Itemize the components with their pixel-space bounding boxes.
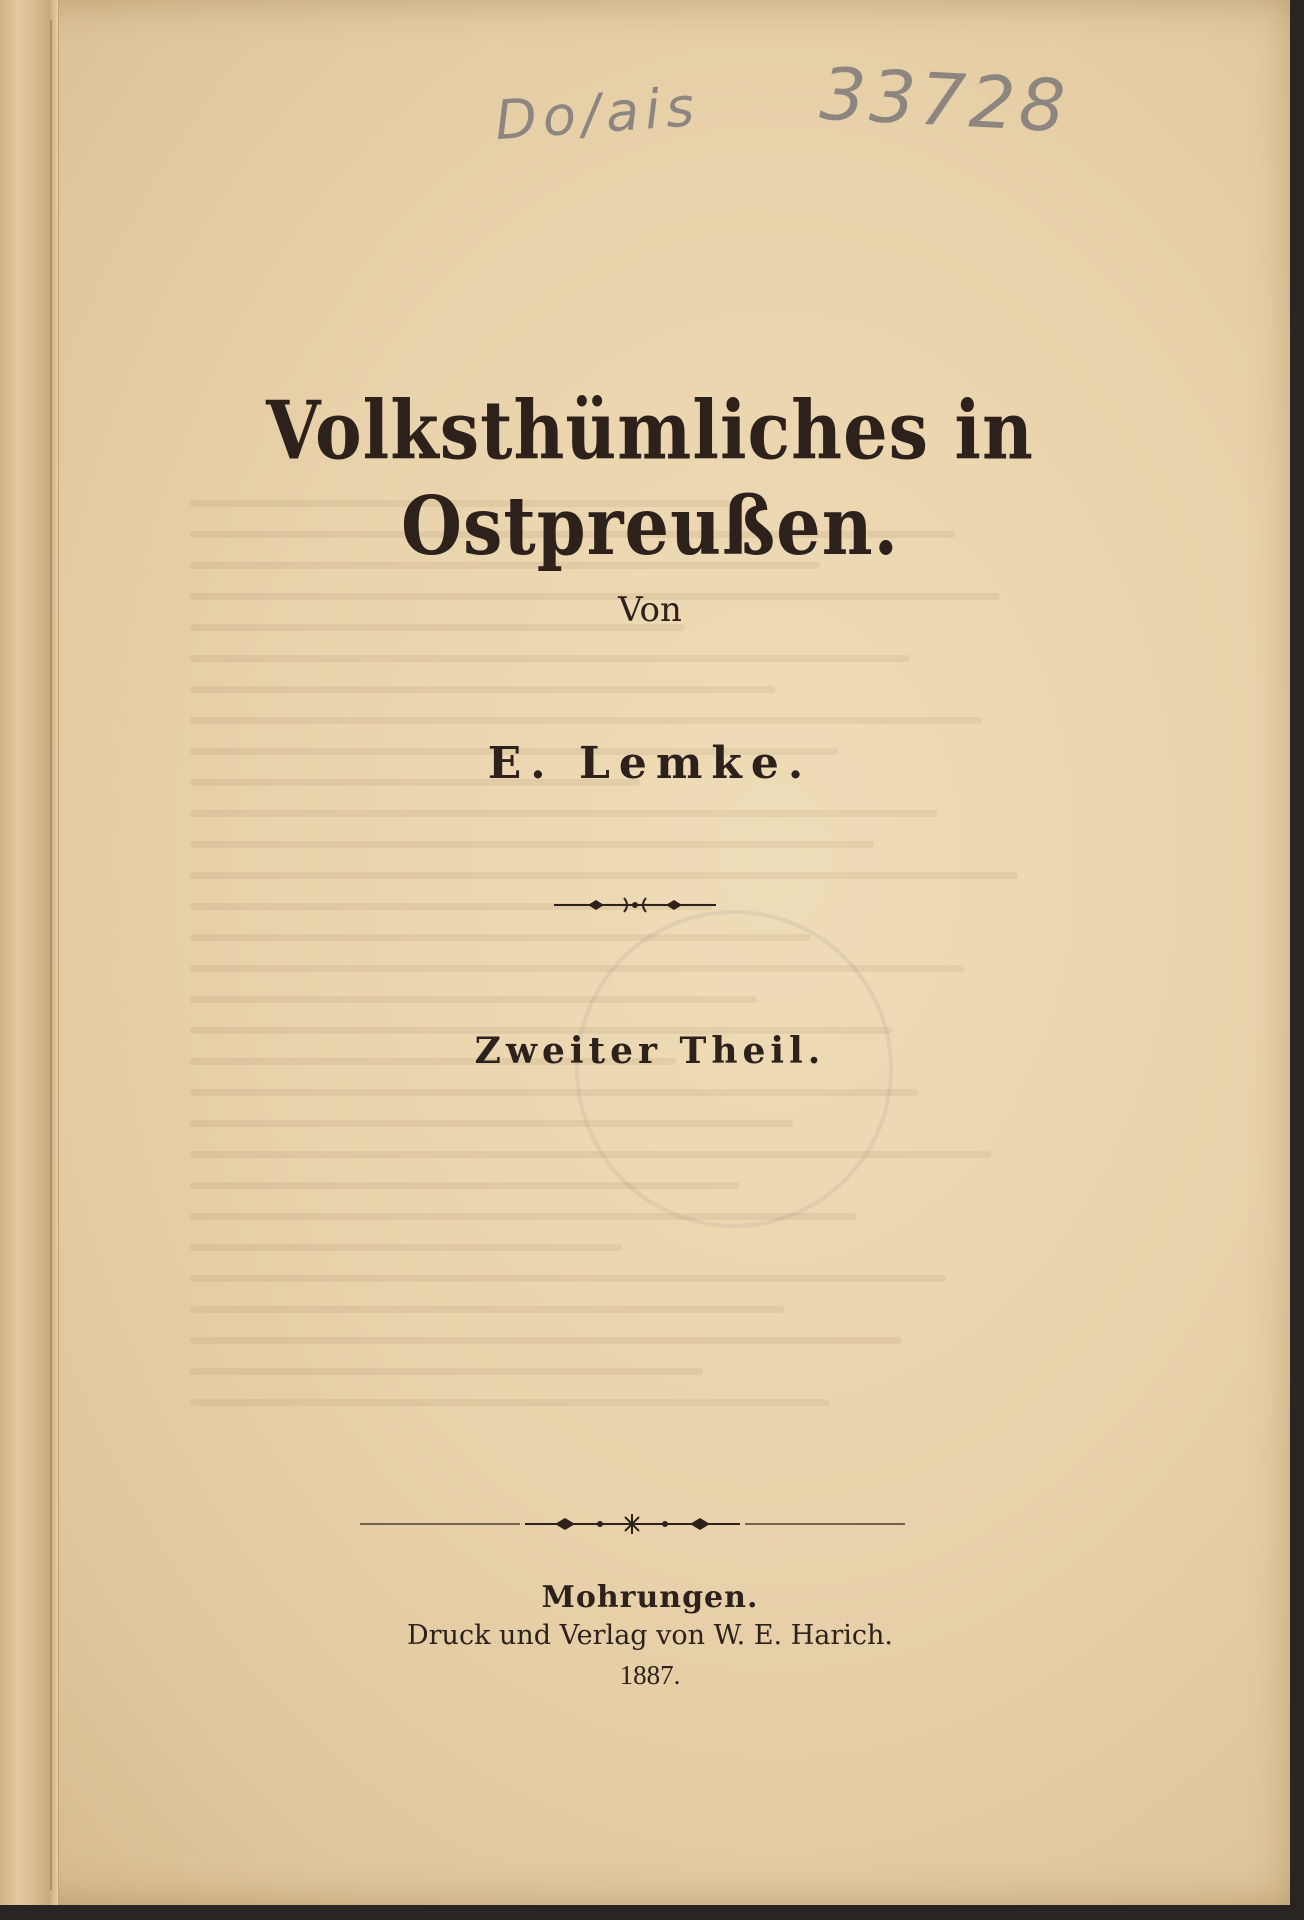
book-title: Volksthümliches in Ostpreußen. [266,382,1034,574]
scan-border-right [1290,0,1304,1920]
ornament-divider-small [552,895,718,915]
handwritten-shelf-number: 33728 [817,51,1072,149]
ornament-divider-large [360,1512,905,1536]
handwritten-note: Do/ais [493,74,702,153]
book-spine [0,0,59,1905]
scan-border-bottom [0,1905,1304,1920]
spine-fold-line [50,20,52,1890]
by-label: Von [618,590,682,630]
volume-part: Zweiter Theil. [474,1030,826,1072]
author-name: E. Lemke. [487,738,813,789]
printer-publisher: Druck und Verlag von W. E. Harich. [407,1620,893,1651]
publication-place: Mohrungen. [541,1580,759,1615]
publication-year: 1887. [619,1660,681,1690]
